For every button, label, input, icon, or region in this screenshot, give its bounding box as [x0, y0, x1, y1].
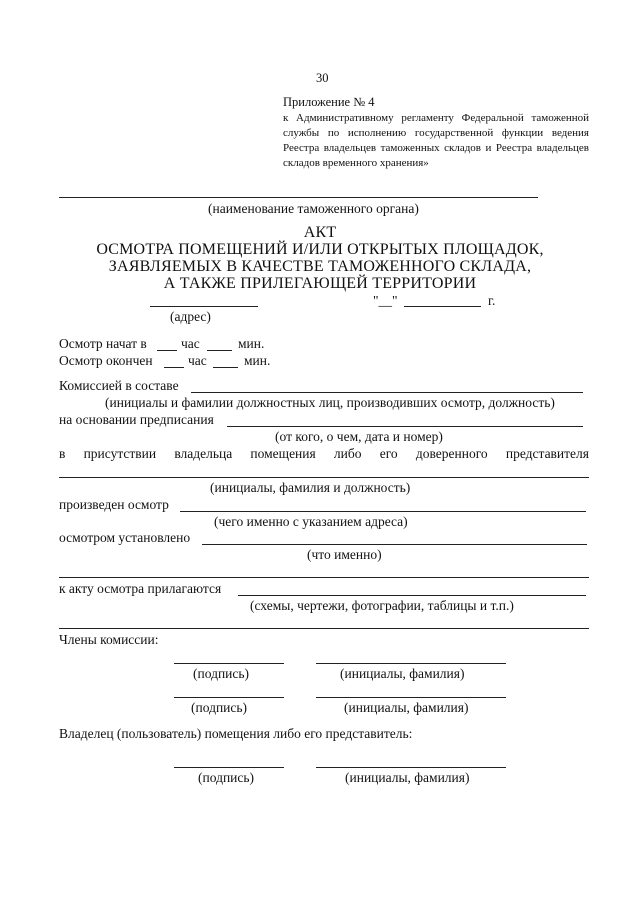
inspection-end-label: Осмотр окончен — [59, 353, 153, 368]
document-title-line-2: ОСМОТРА ПОМЕЩЕНИЙ И/ИЛИ ОТКРЫТЫХ ПЛОЩАДОК, — [96, 241, 544, 258]
document-title: АКТ — [303, 224, 337, 241]
customs-authority-caption: (наименование таможенного органа) — [208, 201, 419, 216]
member1-name-line[interactable] — [316, 663, 506, 664]
document-title-line-3: ЗАЯВЛЯЕМЫХ В КАЧЕСТВЕ ТАМОЖЕННОГО СКЛАДА, — [108, 258, 532, 275]
presence-caption: (инициалы, фамилия и должность) — [210, 480, 411, 495]
owner-signature-line[interactable] — [174, 767, 284, 768]
established-field-continued[interactable] — [59, 577, 589, 578]
appendix-title: Приложение № 4 — [283, 95, 375, 109]
year-suffix: г. — [488, 293, 496, 308]
owner-name-line[interactable] — [316, 767, 506, 768]
established-caption: (что именно) — [307, 547, 382, 562]
member1-name-caption: (инициалы, фамилия) — [340, 666, 465, 681]
appendix-text: к Административному регламенту Федеральной таможенной службы по исполнению государственной функции ведения Реестра владельцев таможенных складов и Реестра владельцев складов временного хранения» — [283, 112, 589, 169]
commission-label: Комиссией в составе — [59, 378, 179, 393]
start-hour-unit: час — [181, 336, 200, 351]
established-label: осмотром установлено — [59, 530, 191, 545]
document-title-line-4: А ТАКЖЕ ПРИЛЕГАЮЩЕЙ ТЕРРИТОРИИ — [163, 275, 477, 292]
address-line[interactable] — [150, 306, 258, 307]
member1-signature-caption: (подпись) — [193, 666, 250, 681]
presence-field[interactable] — [59, 477, 589, 478]
owner-name-caption: (инициалы, фамилия) — [345, 770, 470, 785]
owner-label: Владелец (пользователь) помещения либо его представитель: — [59, 726, 413, 741]
date-month-line[interactable] — [404, 306, 481, 307]
members-label: Члены комиссии: — [59, 632, 159, 647]
basis-label: на основании предписания — [59, 412, 214, 427]
attached-field-continued[interactable] — [59, 628, 589, 629]
commission-field[interactable] — [191, 392, 583, 393]
inspected-label: произведен осмотр — [59, 497, 169, 512]
attached-label: к акту осмотра прилагаются — [59, 581, 222, 596]
customs-authority-line[interactable] — [59, 197, 538, 198]
attached-field[interactable] — [238, 595, 586, 596]
established-field[interactable] — [202, 544, 587, 545]
member1-signature-line[interactable] — [174, 663, 284, 664]
end-minute-field[interactable] — [213, 367, 238, 368]
inspection-start-label: Осмотр начат в — [59, 336, 147, 351]
start-minute-unit: мин. — [238, 336, 265, 351]
member2-signature-caption: (подпись) — [191, 700, 248, 715]
date-day-field[interactable]: "__" — [373, 293, 398, 308]
page-number: 30 — [316, 71, 329, 85]
member2-name-caption: (инициалы, фамилия) — [344, 700, 469, 715]
basis-caption: (от кого, о чем, дата и номер) — [275, 429, 443, 444]
address-caption: (адрес) — [170, 309, 211, 324]
commission-caption: (инициалы и фамилии должностных лиц, производивших осмотр, должность) — [105, 395, 555, 410]
inspected-caption: (чего именно с указанием адреса) — [214, 514, 408, 529]
start-minute-field[interactable] — [207, 350, 232, 351]
basis-field[interactable] — [227, 426, 583, 427]
member2-name-line[interactable] — [316, 697, 506, 698]
end-minute-unit: мин. — [244, 353, 271, 368]
inspected-field[interactable] — [180, 511, 586, 512]
end-hour-field[interactable] — [164, 367, 184, 368]
owner-signature-caption: (подпись) — [198, 770, 255, 785]
start-hour-field[interactable] — [157, 350, 177, 351]
member2-signature-line[interactable] — [174, 697, 284, 698]
presence-text: в присутствии владельца помещения либо его доверенного представителя — [59, 446, 589, 461]
end-hour-unit: час — [188, 353, 207, 368]
attached-caption: (схемы, чертежи, фотографии, таблицы и т.п.) — [250, 598, 514, 613]
